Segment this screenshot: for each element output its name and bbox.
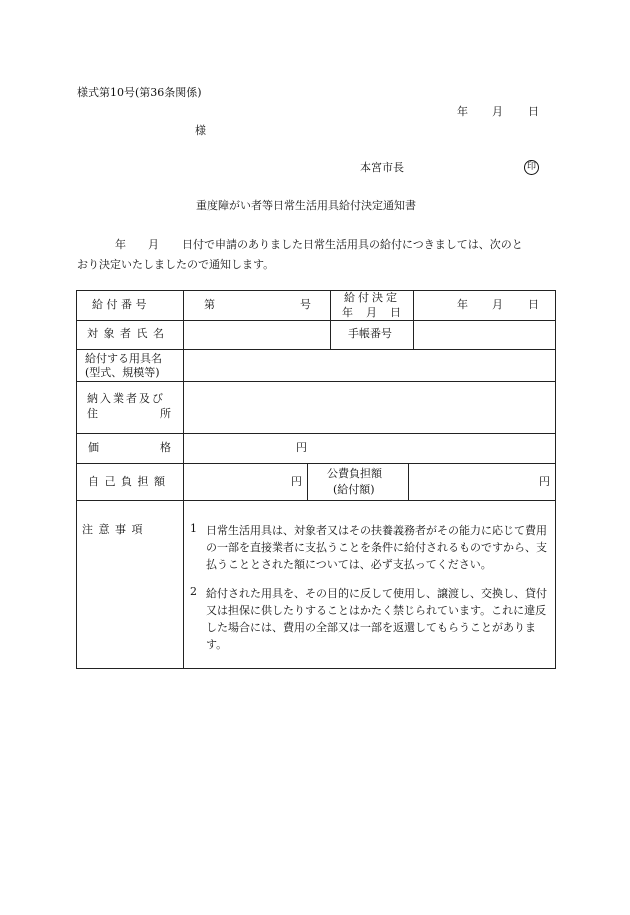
label-notebook-number: 手帳番号 xyxy=(348,327,392,340)
intro-text-2: おり決定いたしましたので通知します。 xyxy=(77,258,275,271)
label-equipment-spec: (型式、規模等) xyxy=(85,366,160,379)
note-text: 給付された用具を、その目的に反して使用し、譲渡し、交換し、貸付又は担保に供したりすることはかたく禁じられています。これに違反した場合には、費用の全部又は一部を返還してもらうことがあります。 xyxy=(206,587,547,652)
label-self-payment: 自 己 負 担 額 xyxy=(88,475,166,488)
label-address-1: 住 xyxy=(87,407,98,420)
benefit-number-prefix: 第 xyxy=(204,298,215,311)
intro-year: 年 xyxy=(115,238,126,251)
label-notes: 注 意 事 項 xyxy=(82,523,144,536)
label-price-2: 格 xyxy=(160,441,171,454)
label-decision-day: 日 xyxy=(390,306,401,319)
label-equipment-name: 給付する用具名 xyxy=(85,352,162,365)
label-decision-year: 年 xyxy=(342,306,353,319)
label-address-2: 所 xyxy=(160,407,171,420)
note-number: 2 xyxy=(190,585,197,598)
form-number: 様式第10号(第36条関係) xyxy=(77,86,202,99)
issue-date-year: 年 xyxy=(457,105,468,118)
decision-date-month: 月 xyxy=(492,298,503,311)
decision-date-year: 年 xyxy=(457,298,468,311)
issuer-name: 本宮市長 xyxy=(360,161,404,174)
label-benefit-number-text: 給 付 番 号 xyxy=(92,298,147,311)
issue-date-month: 月 xyxy=(492,105,503,118)
self-payment-unit: 円 xyxy=(291,475,302,488)
note-text: 日常生活用具は、対象者又はその扶養義務者がその能力に応じて費用の一部を直接業者に支払うことを条件に給付されるものですから、支払うこととされた額については、必ず支払ってください。 xyxy=(206,524,547,572)
label-benefit-number xyxy=(92,297,164,314)
issue-date-day: 日 xyxy=(528,105,539,118)
price-unit: 円 xyxy=(296,441,307,454)
label-public-payment: 公費負担額 xyxy=(327,467,382,480)
seal-mark: 印 xyxy=(524,160,539,175)
public-payment-unit: 円 xyxy=(539,475,550,488)
label-public-payment-sub: (給付額) xyxy=(333,483,375,496)
label-supplier: 納入業者及び xyxy=(87,392,165,405)
decision-date-day: 日 xyxy=(528,298,539,311)
recipient-suffix: 様 xyxy=(195,124,206,137)
label-decision-month: 月 xyxy=(366,306,377,319)
intro-month: 月 xyxy=(148,238,159,251)
benefit-number-suffix: 号 xyxy=(300,298,311,311)
label-price-1: 価 xyxy=(88,441,99,454)
intro-text-1: 日付で申請のありました日常生活用具の給付につきましては、次のと xyxy=(182,238,523,251)
label-recipient-name: 対 象 者 氏 名 xyxy=(87,327,165,340)
label-decision: 給付決定 xyxy=(344,291,400,304)
note-number: 1 xyxy=(190,522,197,535)
document-title: 重度障がい者等日常生活用具給付決定通知書 xyxy=(196,199,416,212)
